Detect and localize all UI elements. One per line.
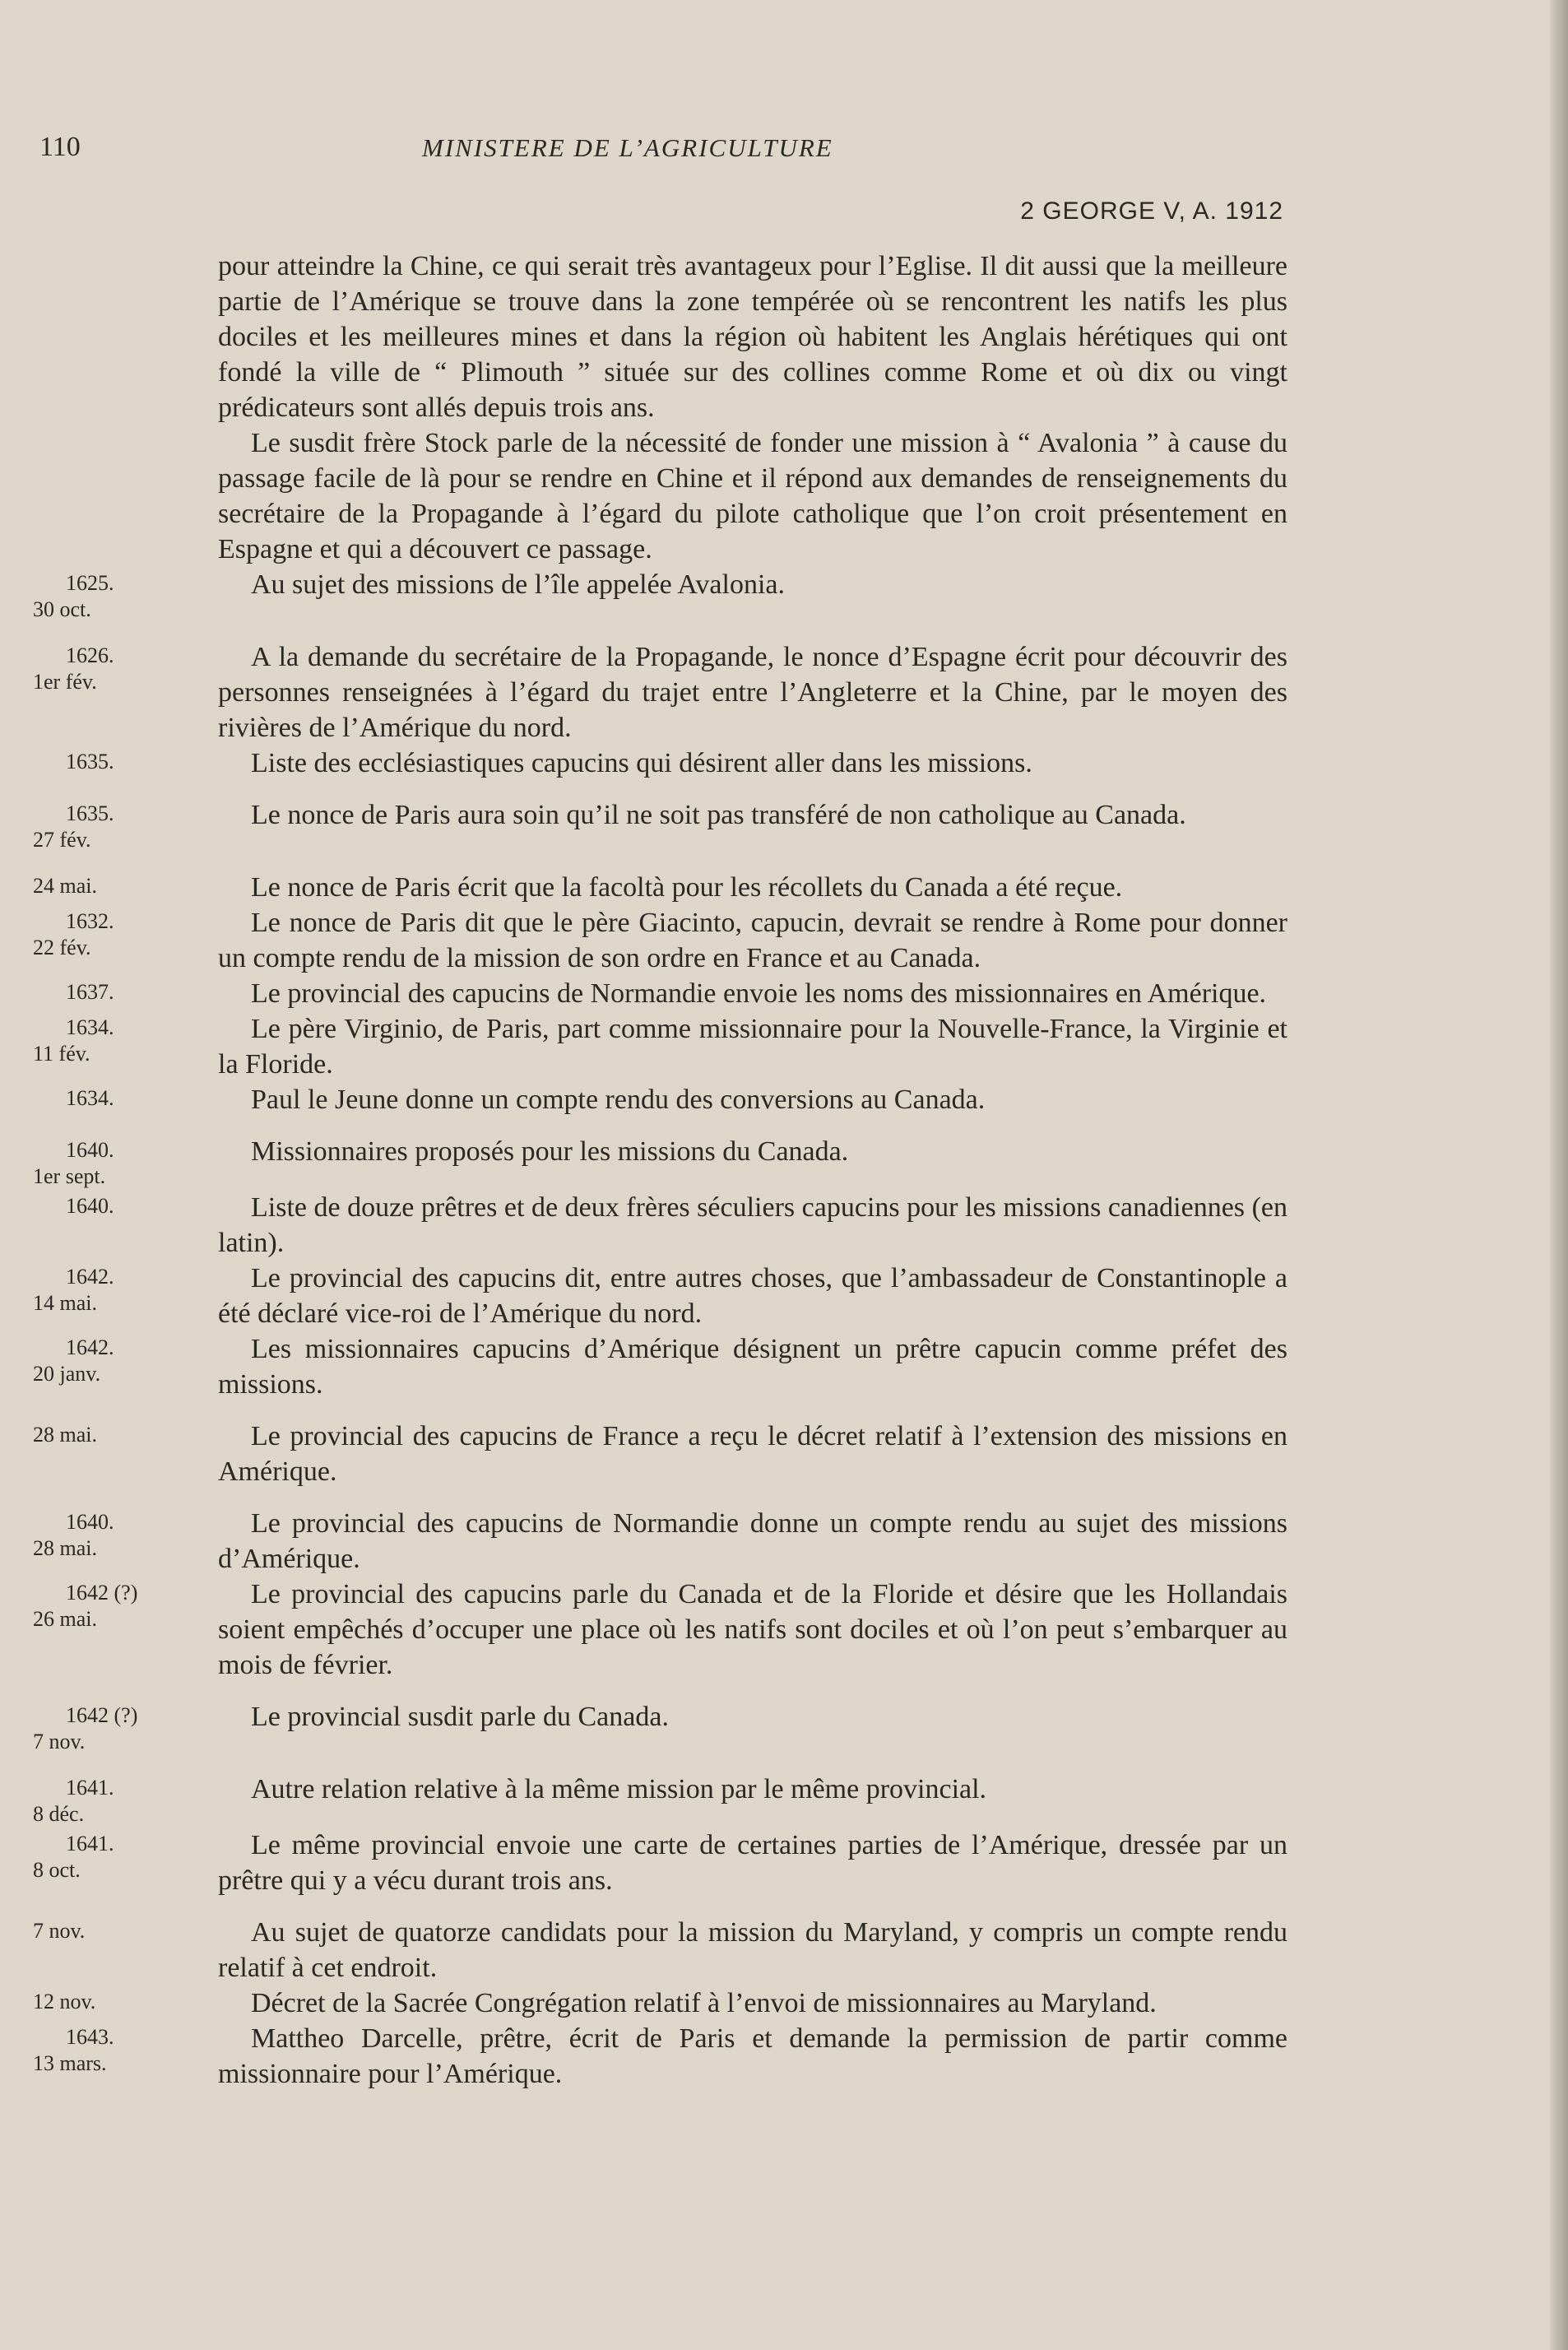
entry-year: 1643.	[66, 2025, 114, 2049]
entry-text	[218, 905, 1287, 976]
entry-row	[33, 1190, 1292, 1261]
entry-row	[33, 745, 1292, 781]
entry-paragraph: Missionnaires proposés pour les missions du Canada.	[251, 1136, 849, 1167]
entry-date	[33, 1419, 218, 1448]
entry-year: 1642.	[66, 1335, 114, 1359]
entry-row	[33, 1772, 1292, 1828]
entry-year: 1635.	[66, 750, 114, 773]
entry-date	[33, 567, 218, 623]
entry-paragraph: Autre relation relative à la même mission par le même provincial.	[251, 1774, 987, 1804]
entry-text	[218, 1134, 1287, 1169]
entry-paragraph: Le provincial des capucins de France a reçu le décret relatif à l’extension des missions en Amérique.	[218, 1421, 1287, 1487]
entry-day: 7 nov.	[33, 1919, 86, 1943]
entry-date	[33, 2021, 218, 2077]
entry-text	[218, 1331, 1287, 1402]
entry-row	[33, 797, 1292, 853]
entry-row	[33, 639, 1292, 745]
entry-text	[218, 745, 1287, 781]
intro-paragraph: Le susdit frère Stock parle de la nécessité de fonder une mission à “ Avalonia ” à cause du passage facile de là pour se rendre en Chine et il répond aux demandes de renseignements du secrétaire de la Propagande à l’égard du pilote catholique que l’on croit présentement en Espagne et qui a découvert ce passage.	[218, 428, 1287, 564]
entry-text	[218, 1915, 1287, 1985]
entry-date	[33, 1915, 218, 1944]
entry-day: 8 oct.	[33, 1858, 81, 1882]
entry-paragraph: Liste de douze prêtres et de deux frères séculiers capucins pour les missions canadiennes (en latin).	[218, 1192, 1287, 1258]
entry-day: 28 mai.	[33, 1536, 97, 1560]
entry-paragraph: Liste des ecclésiastiques capucins qui désirent aller dans les missions.	[251, 748, 1032, 778]
entry-year: 1641.	[66, 1776, 114, 1800]
entry-paragraph: Le provincial des capucins de Normandie donne un compte rendu au sujet des missions d’Amérique.	[218, 1508, 1287, 1574]
entry-year: 1626.	[66, 643, 114, 667]
entry-date	[33, 745, 218, 775]
entry-date	[33, 1772, 218, 1828]
year-reference: 2 GEORGE V, A. 1912	[1020, 197, 1283, 225]
page-header	[39, 132, 1293, 173]
entry-date	[33, 870, 218, 899]
entry-year: 1640.	[66, 1138, 114, 1162]
entry-date	[33, 1134, 218, 1190]
entry-text	[218, 567, 1287, 602]
entry-paragraph: Le nonce de Paris écrit que la facoltà pour les récollets du Canada a été reçue.	[251, 872, 1123, 903]
entry-paragraph: Au sujet des missions de l’île appelée Avalonia.	[251, 569, 786, 600]
entry-row	[33, 1011, 1292, 1082]
entry-text	[218, 976, 1287, 1011]
entry-paragraph: Décret de la Sacrée Congrégation relatif à l’envoi de missionnaires au Maryland.	[251, 1988, 1157, 2018]
entry-year: 1641.	[66, 1832, 114, 1855]
entry-year: 1634.	[66, 1086, 114, 1110]
entry-year: 1634.	[66, 1015, 114, 1039]
entry-row	[33, 2021, 1292, 2092]
entry-paragraph: Le provincial des capucins dit, entre autres choses, que l’ambassadeur de Constantinople a été déclaré vice-roi de l’Amérique du nord.	[218, 1263, 1287, 1329]
entry-text	[218, 639, 1287, 745]
entry-day: 12 nov.	[33, 1990, 96, 2013]
entry-paragraph: Le provincial des capucins de Normandie envoie les noms des missionnaires en Amérique.	[251, 978, 1267, 1009]
entry-date	[33, 1261, 218, 1317]
entry-row	[33, 1082, 1292, 1117]
entry-text	[218, 797, 1287, 833]
entry-year: 1642.	[66, 1265, 114, 1289]
entry-year: 1640.	[66, 1510, 114, 1534]
running-title: MINISTERE DE L’AGRICULTURE	[422, 133, 833, 162]
entry-paragraph: Le provincial des capucins parle du Canada et de la Floride et désire que les Hollandais soient empêchés d’occuper une place où les natifs sont dociles et où l’on peut s’embarquer au mois de février.	[218, 1579, 1287, 1680]
entry-text	[218, 1419, 1287, 1489]
entry-row	[33, 1331, 1292, 1402]
intro-paragraph: pour atteindre la Chine, ce qui serait très avantageux pour l’Eglise. Il dit aussi que la meilleure partie de l’Amérique se trouve dans la zone tempérée où se rencontrent les natifs les plus dociles et les meilleures mines et dans la région où habitent les Anglais hérétiques qui ont fondé la ville de “ Plimouth ” située sur des collines comme Rome et où dix ou vingt prédicateurs sont allés depuis trois ans.	[218, 251, 1287, 423]
entry-date	[33, 797, 218, 853]
entry-row	[33, 1261, 1292, 1331]
entry-date	[33, 1985, 218, 2015]
entry-paragraph: Le même provincial envoie une carte de certaines parties de l’Amérique, dressée par un prêtre qui y a vécu durant trois ans.	[218, 1830, 1287, 1896]
entry-row	[33, 870, 1292, 905]
entry-row	[33, 1915, 1292, 1985]
entry-row	[33, 1577, 1292, 1683]
entry-row	[33, 1506, 1292, 1577]
entry-year: 1642 (?)	[66, 1581, 138, 1605]
entry-paragraph: Le père Virginio, de Paris, part comme missionnaire pour la Nouvelle-France, la Virginie et la Floride.	[218, 1014, 1287, 1080]
entry-day: 26 mai.	[33, 1607, 97, 1631]
entry-text	[218, 1699, 1287, 1735]
entry-date	[33, 639, 218, 695]
entry-date	[33, 1082, 218, 1112]
entry-year: 1642 (?)	[66, 1703, 138, 1727]
entry-date	[33, 1331, 218, 1387]
entry-row	[33, 1828, 1292, 1898]
entry-day: 1er sept.	[33, 1164, 106, 1188]
entry-date	[33, 976, 218, 1005]
entry-text	[218, 1772, 1287, 1807]
entry-day: 30 oct.	[33, 597, 91, 621]
entry-paragraph: Paul le Jeune donne un compte rendu des conversions au Canada.	[251, 1084, 986, 1115]
entry-paragraph: Le nonce de Paris aura soin qu’il ne soit pas transféré de non catholique au Canada.	[251, 800, 1186, 830]
date-column	[33, 248, 218, 252]
entry-day: 20 janv.	[33, 1362, 101, 1386]
entry-year: 1637.	[66, 980, 114, 1004]
entry-text	[218, 1828, 1287, 1898]
entry-text	[218, 1577, 1287, 1683]
entry-row	[33, 1134, 1292, 1190]
entry-paragraph: Les missionnaires capucins d’Amérique désignent un prêtre capucin comme préfet des missions.	[218, 1334, 1287, 1400]
document-body	[33, 248, 1292, 2092]
entry-year: 1632.	[66, 909, 114, 933]
entry-text	[218, 1011, 1287, 1082]
entry-year: 1635.	[66, 801, 114, 825]
entry-day: 28 mai.	[33, 1423, 97, 1447]
entry-date	[33, 1190, 218, 1219]
entry-row	[33, 976, 1292, 1011]
entry-text	[218, 1985, 1287, 2021]
page-number: 110	[39, 132, 81, 162]
entry-date	[33, 1699, 218, 1755]
entry-row	[33, 1699, 1292, 1755]
entry-year: 1640.	[66, 1194, 114, 1218]
entry-date	[33, 1506, 218, 1562]
entry-text	[218, 1082, 1287, 1117]
entry-list	[33, 567, 1292, 2092]
entry-day: 7 nov.	[33, 1730, 86, 1753]
entry-text	[218, 1506, 1287, 1577]
entry-date	[33, 905, 218, 961]
entry-day: 22 fév.	[33, 936, 91, 959]
entry-row	[33, 1985, 1292, 2021]
entry-date	[33, 1011, 218, 1067]
intro-block	[33, 248, 1292, 567]
entry-day: 8 déc.	[33, 1802, 85, 1826]
entry-day: 27 fév.	[33, 828, 91, 852]
entry-text	[218, 870, 1287, 905]
entry-day: 14 mai.	[33, 1291, 97, 1315]
entry-text	[218, 1261, 1287, 1331]
entry-paragraph: Au sujet de quatorze candidats pour la mission du Maryland, y compris un compte rendu relatif à cet endroit.	[218, 1917, 1287, 1983]
entry-row	[33, 905, 1292, 976]
entry-row	[33, 567, 1292, 623]
entry-day: 24 mai.	[33, 874, 97, 898]
entry-date	[33, 1828, 218, 1883]
entry-text	[218, 1190, 1287, 1261]
entry-day: 1er fév.	[33, 670, 97, 694]
entry-date	[33, 1577, 218, 1632]
entry-text	[218, 2021, 1287, 2092]
entry-year: 1625.	[66, 571, 114, 595]
entry-day: 13 mars.	[33, 2051, 107, 2075]
intro-text	[218, 248, 1287, 567]
entry-paragraph: Mattheo Darcelle, prêtre, écrit de Paris et demande la permission de partir comme missionnaire pour l’Amérique.	[218, 2023, 1287, 2089]
entry-paragraph: A la demande du secrétaire de la Propagande, le nonce d’Espagne écrit pour découvrir des personnes renseignées à l’égard du trajet entre l’Angleterre et la Chine, par le moyen des rivières de l’Amérique du nord.	[218, 642, 1287, 743]
entry-day: 11 fév.	[33, 1042, 90, 1066]
entry-row	[33, 1419, 1292, 1489]
entry-paragraph: Le nonce de Paris dit que le père Giacinto, capucin, devrait se rendre à Rome pour donner un compte rendu de la mission de son ordre en France et au Canada.	[218, 908, 1287, 973]
entry-paragraph: Le provincial susdit parle du Canada.	[251, 1702, 669, 1732]
page-edge-shadow	[1550, 0, 1568, 2350]
